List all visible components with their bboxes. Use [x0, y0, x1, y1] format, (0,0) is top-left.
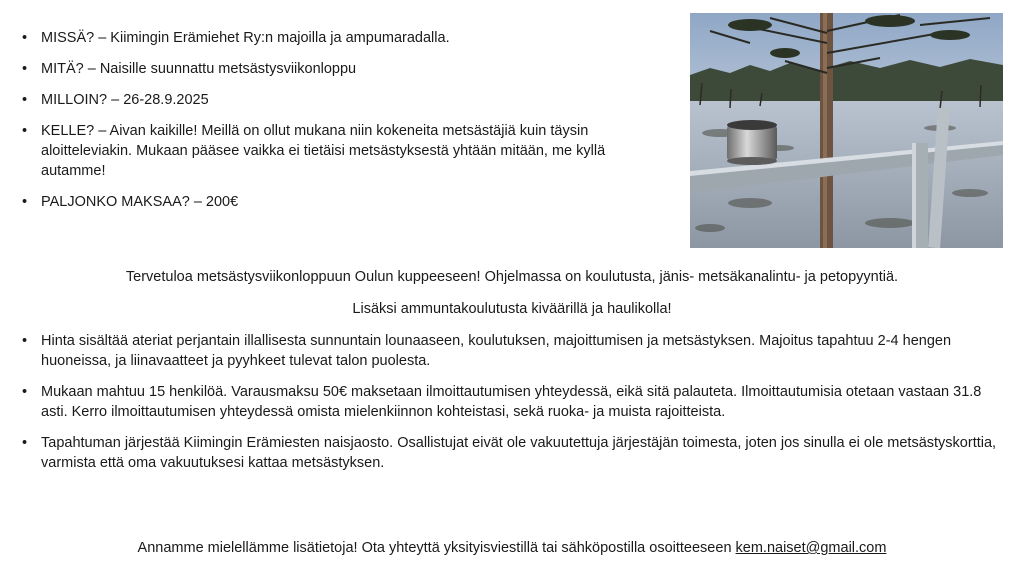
email-link[interactable]: kem.naiset@gmail.com	[735, 540, 887, 556]
event-info-list	[22, 28, 662, 223]
contact-footer	[0, 538, 1024, 558]
info-price: • PALJONKO MAKSAA? – 200€	[22, 192, 662, 212]
details-list	[22, 331, 997, 484]
snowy-bog-photo	[690, 13, 1003, 248]
info-when: • MILLOIN? – 26-28.9.2025	[22, 90, 662, 110]
detail-price-includes: • Hinta sisältää ateriat perjantain illallisesta sunnuntain lounaaseen, koulutuksen, majoittumisen ja metsästyksen. Majoitus tapahtuu 2-4 hengen huoneissa, ja liinavaatteet ja pyyhkeet tulevat talon puolesta.	[22, 331, 997, 371]
intro-text: Tervetuloa metsästysviikonloppuun Oulun kuppeeseen! Ohjelmassa on koulutusta, jänis- metsäkanalintu- ja petopyyntiä.	[125, 269, 899, 285]
info-where: • MISSÄ? – Kiimingin Erämiehet Ry:n majoilla ja ampumaradalla.	[22, 28, 662, 48]
detail-organizer: • Tapahtuman järjestää Kiimingin Erämiesten naisjaosto. Osallistujat eivät ole vakuutettuja järjestäjän toimesta, joten jos sinulla ei ole metsästyskorttia, varmista että oma vakuutuksesi kattaa metsästyksen.	[22, 433, 997, 473]
training-text: Lisäksi ammuntakoulutusta kiväärillä ja haulikolla!	[352, 301, 672, 317]
info-for-whom: • KELLE? – Aivan kaikille! Meillä on ollut mukana niin kokeneita metsästäjiä kuin täysin aloitteleviakin. Mukaan pääsee vaikka ei tietäisi metsästyksestä yhtään mitään, me kyllä autamme!	[22, 121, 662, 181]
contact-text: Annamme mielellämme lisätietoja! Ota yhteyttä yksityisviestillä tai sähköpostilla osoitteeseen	[137, 540, 736, 556]
detail-registration: • Mukaan mahtuu 15 henkilöä. Varausmaksu 50€ maksetaan ilmoittautumisen yhteydessä, eikä sitä palauteta. Ilmoittautumisia otetaan vastaan 31.8 asti. Kerro ilmoittautumisen yhteydessä omista mielenkiinnon kohteistasi, sekä ruoka- ja muista rajoitteista.	[22, 382, 997, 422]
info-what: • MITÄ? – Naisille suunnattu metsästysviikonloppu	[22, 59, 662, 79]
